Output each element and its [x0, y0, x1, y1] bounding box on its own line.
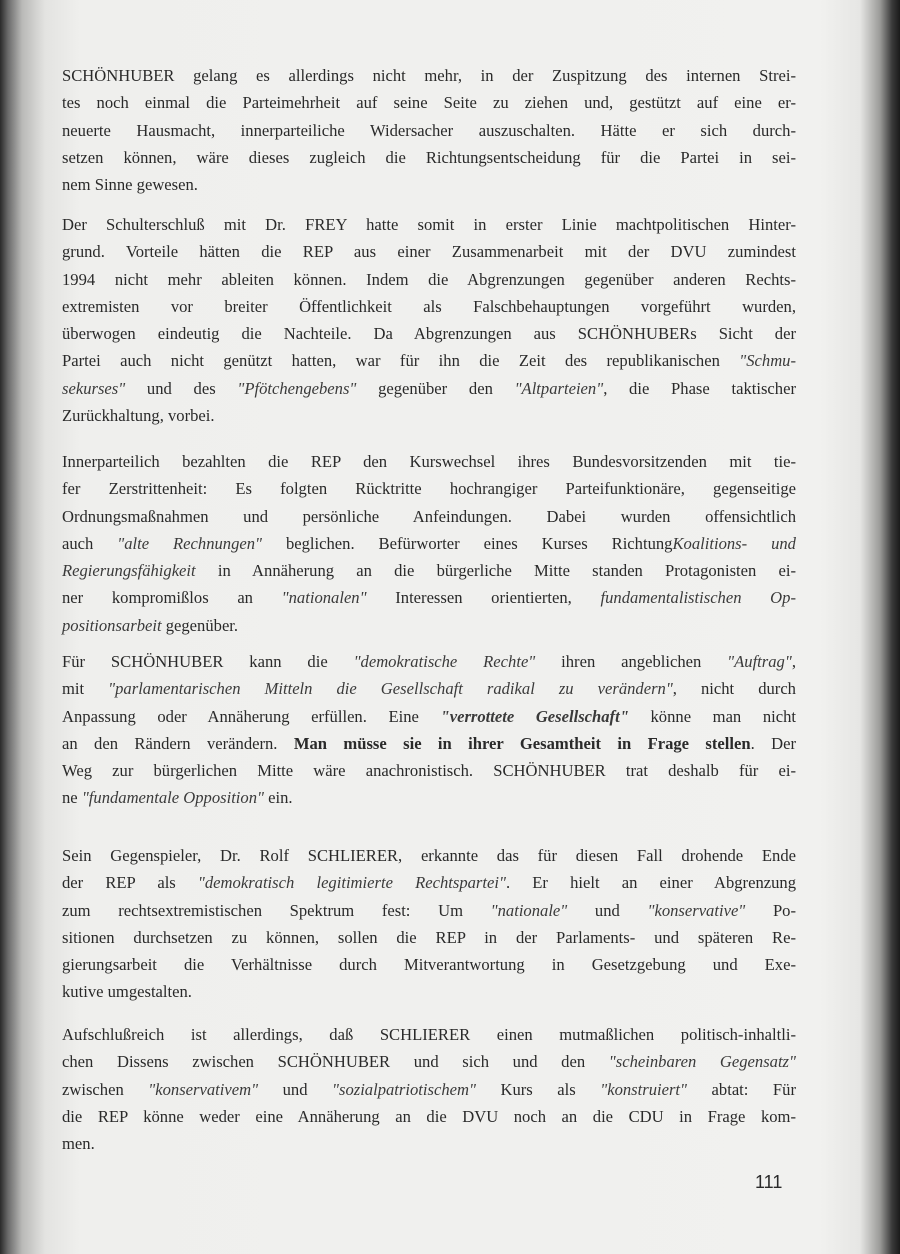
paragraph — [62, 211, 796, 429]
text-segment: in Annäherung an die bürgerliche Mitte standen Protagonisten ei- — [195, 561, 796, 581]
text-segment: gierungsarbeit die Verhältnisse durch Mitverantwortung in Gesetzgebung und Exe- — [62, 955, 796, 975]
text-line — [62, 1103, 796, 1130]
emphasized-text: "fundamentale Opposition" — [81, 788, 264, 808]
emphasized-text: "Schmu- — [739, 351, 796, 371]
text-segment: beglichen. Befürworter eines Kurses Richtung — [262, 533, 673, 553]
text-line — [62, 117, 796, 144]
text-line — [62, 584, 796, 611]
text-line — [62, 1076, 796, 1103]
text-segment: Po- — [745, 900, 796, 920]
text-segment: und — [567, 900, 648, 920]
emphasized-text: "Altparteien" — [514, 378, 604, 398]
text-line — [62, 612, 796, 639]
text-segment: kutive umgestalten. — [62, 982, 192, 1002]
text-line — [62, 375, 796, 402]
text-line — [62, 757, 796, 784]
text-segment: Partei auch nicht genützt hatten, war für ihn die Zeit des republikanischen — [62, 351, 740, 371]
text-line — [62, 1130, 796, 1157]
text-line — [62, 266, 796, 293]
text-segment: gegenüber den — [356, 378, 515, 398]
text-line — [62, 62, 796, 89]
emphasized-text: "Auftrag" — [727, 652, 792, 671]
text-segment: . Der — [750, 733, 796, 753]
text-line — [62, 1048, 796, 1075]
paragraph — [62, 842, 796, 1006]
text-segment: 1994 nicht mehr ableiten können. Indem die Abgrenzungen gegenüber anderen Rechts- — [62, 269, 796, 289]
text-segment: Ordnungsmaßnahmen und persönliche Anfeindungen. Dabei wurden offensichtlich — [62, 506, 796, 526]
emphasized-text: Man müsse sie in ihrer Gesamtheit in Frage stellen — [293, 733, 751, 753]
text-line — [62, 211, 796, 238]
text-segment: zum rechtsextremistischen Spektrum fest: Um — [62, 900, 491, 920]
text-segment: überwogen eindeutig die Nachteile. Da Abgrenzungen aus SCHÖNHUBERs Sicht der — [62, 324, 796, 344]
text-segment: mit — [62, 679, 109, 699]
emphasized-text: "sozialpatriotischem" — [332, 1079, 476, 1099]
text-segment: ner kompromißlos an — [62, 588, 282, 608]
text-segment: , die Phase taktischer — [603, 378, 796, 398]
text-line — [62, 530, 796, 557]
text-segment: Weg zur bürgerlichen Mitte wäre anachronistisch. SCHÖNHUBER trat deshalb für ei- — [62, 761, 796, 781]
text-line — [62, 675, 796, 702]
text-line — [62, 842, 796, 869]
emphasized-text: "konservative" — [647, 900, 746, 920]
text-line — [62, 557, 796, 584]
text-segment: abtat: Für — [687, 1079, 796, 1099]
text-segment: Interessen orientierten, — [366, 588, 601, 608]
text-line — [62, 320, 796, 347]
paragraph — [62, 648, 796, 812]
emphasized-text: "nationale" — [490, 900, 568, 920]
text-segment: tes noch einmal die Parteimehrheit auf seine Seite zu ziehen und, gestützt auf eine er- — [62, 93, 796, 113]
text-segment: men. — [62, 1134, 95, 1154]
text-segment: der REP als — [62, 873, 198, 893]
paragraph — [62, 448, 796, 639]
emphasized-text: "parlamentarischen Mitteln die Gesellschaft radikal zu verändern" — [108, 679, 673, 699]
text-segment: Innerparteilich bezahlten die REP den Kurswechsel ihres Bundesvorsitzenden mit tie- — [62, 452, 796, 471]
text-segment: gegenüber. — [161, 615, 239, 635]
text-segment: an den Rändern verändern. — [62, 733, 294, 753]
emphasized-text: fundamentalistischen Op- — [600, 588, 796, 608]
text-segment: könne man nicht — [628, 706, 797, 726]
page-number: 111 — [755, 1172, 783, 1192]
text-line — [62, 978, 796, 1005]
emphasized-text: "nationalen" — [281, 588, 367, 608]
text-segment: und — [258, 1079, 333, 1099]
text-segment: sitionen durchsetzen zu können, sollen die REP in der Parlaments- und späteren Re- — [62, 927, 796, 947]
text-line — [62, 730, 796, 757]
text-line — [62, 924, 796, 951]
emphasized-text: Koalitions- und — [672, 533, 796, 553]
text-segment: ihren angeblichen — [535, 652, 728, 671]
text-segment: ein. — [263, 788, 293, 808]
text-segment: auch — [62, 533, 118, 553]
text-line — [62, 1021, 796, 1048]
text-segment: zwischen — [62, 1079, 149, 1099]
text-line — [62, 448, 796, 475]
text-line — [62, 869, 796, 896]
text-segment: Der Schulterschluß mit Dr. FREY hatte somit in erster Linie machtpolitischen Hinter- — [62, 215, 796, 234]
emphasized-text: "alte Rechnungen" — [117, 533, 263, 553]
text-line — [62, 503, 796, 530]
text-segment: neuerte Hausmacht, innerparteiliche Widersacher auszuschalten. Hätte er sich durch- — [62, 120, 796, 140]
text-line — [62, 402, 796, 429]
text-line — [62, 703, 796, 730]
emphasized-text: "demokratische Rechte" — [353, 652, 536, 671]
text-segment: grund. Vorteile hätten die REP aus einer Zusammenarbeit mit der DVU zumindest — [62, 242, 796, 262]
text-segment: Anpassung oder Annäherung erfüllen. Eine — [62, 706, 441, 726]
text-segment: SCHÖNHUBER gelang es allerdings nicht mehr, in der Zuspitzung des internen Strei- — [62, 66, 796, 85]
text-segment: die REP könne weder eine Annäherung an die DVU noch an die CDU in Frage kom- — [62, 1106, 796, 1126]
text-segment: Zurückhaltung, vorbei. — [62, 406, 215, 426]
text-line — [62, 951, 796, 978]
text-segment: , nicht durch — [672, 679, 796, 699]
emphasized-text: Regierungsfähigkeit — [62, 561, 196, 581]
emphasized-text: "scheinbaren Gegensatz" — [608, 1052, 796, 1072]
emphasized-text: positionsarbeit — [62, 615, 162, 635]
text-line — [62, 293, 796, 320]
text-line — [62, 347, 796, 374]
text-line — [62, 144, 796, 171]
paragraph — [62, 1021, 796, 1157]
text-line — [62, 648, 796, 675]
emphasized-text: "Pfötchengebens" — [237, 378, 357, 398]
text-line — [62, 897, 796, 924]
text-line — [62, 171, 796, 198]
text-segment: Sein Gegenspieler, Dr. Rolf SCHLIERER, erkannte das für diesen Fall drohende Ende — [62, 846, 796, 865]
text-segment: und des — [125, 378, 238, 398]
text-segment: ne — [62, 788, 82, 808]
text-segment: nem Sinne gewesen. — [62, 175, 198, 195]
text-line — [62, 89, 796, 116]
text-segment: Aufschlußreich ist allerdings, daß SCHLIERER einen mutmaßlichen politisch-inhaltli- — [62, 1025, 796, 1044]
text-segment: fer Zerstrittenheit: Es folgten Rücktritte hochrangiger Parteifunktionäre, gegenseitige — [62, 479, 796, 499]
text-line — [62, 475, 796, 502]
text-line — [62, 784, 796, 811]
text-segment: Für SCHÖNHUBER kann die — [62, 652, 354, 671]
text-segment: extremisten vor breiter Öffentlichkeit als Falschbehauptungen vorgeführt wurden, — [62, 296, 796, 316]
text-segment: setzen können, wäre dieses zugleich die Richtungsentscheidung für die Partei in sei- — [62, 147, 796, 167]
emphasized-text: "konstruiert" — [600, 1079, 688, 1099]
emphasized-text: "konservativem" — [148, 1079, 259, 1099]
text-segment: Kurs als — [475, 1079, 601, 1099]
paragraph — [62, 62, 796, 198]
text-line — [62, 238, 796, 265]
emphasized-text: sekurses" — [62, 378, 126, 398]
text-segment: , — [791, 652, 796, 671]
text-segment: . Er hielt an einer Abgrenzung — [505, 873, 796, 893]
text-segment: chen Dissens zwischen SCHÖNHUBER und sich und den — [62, 1052, 609, 1072]
emphasized-text: "demokratisch legitimierte Rechtspartei" — [197, 873, 506, 893]
emphasized-text: "verrottete Gesellschaft" — [440, 706, 629, 726]
